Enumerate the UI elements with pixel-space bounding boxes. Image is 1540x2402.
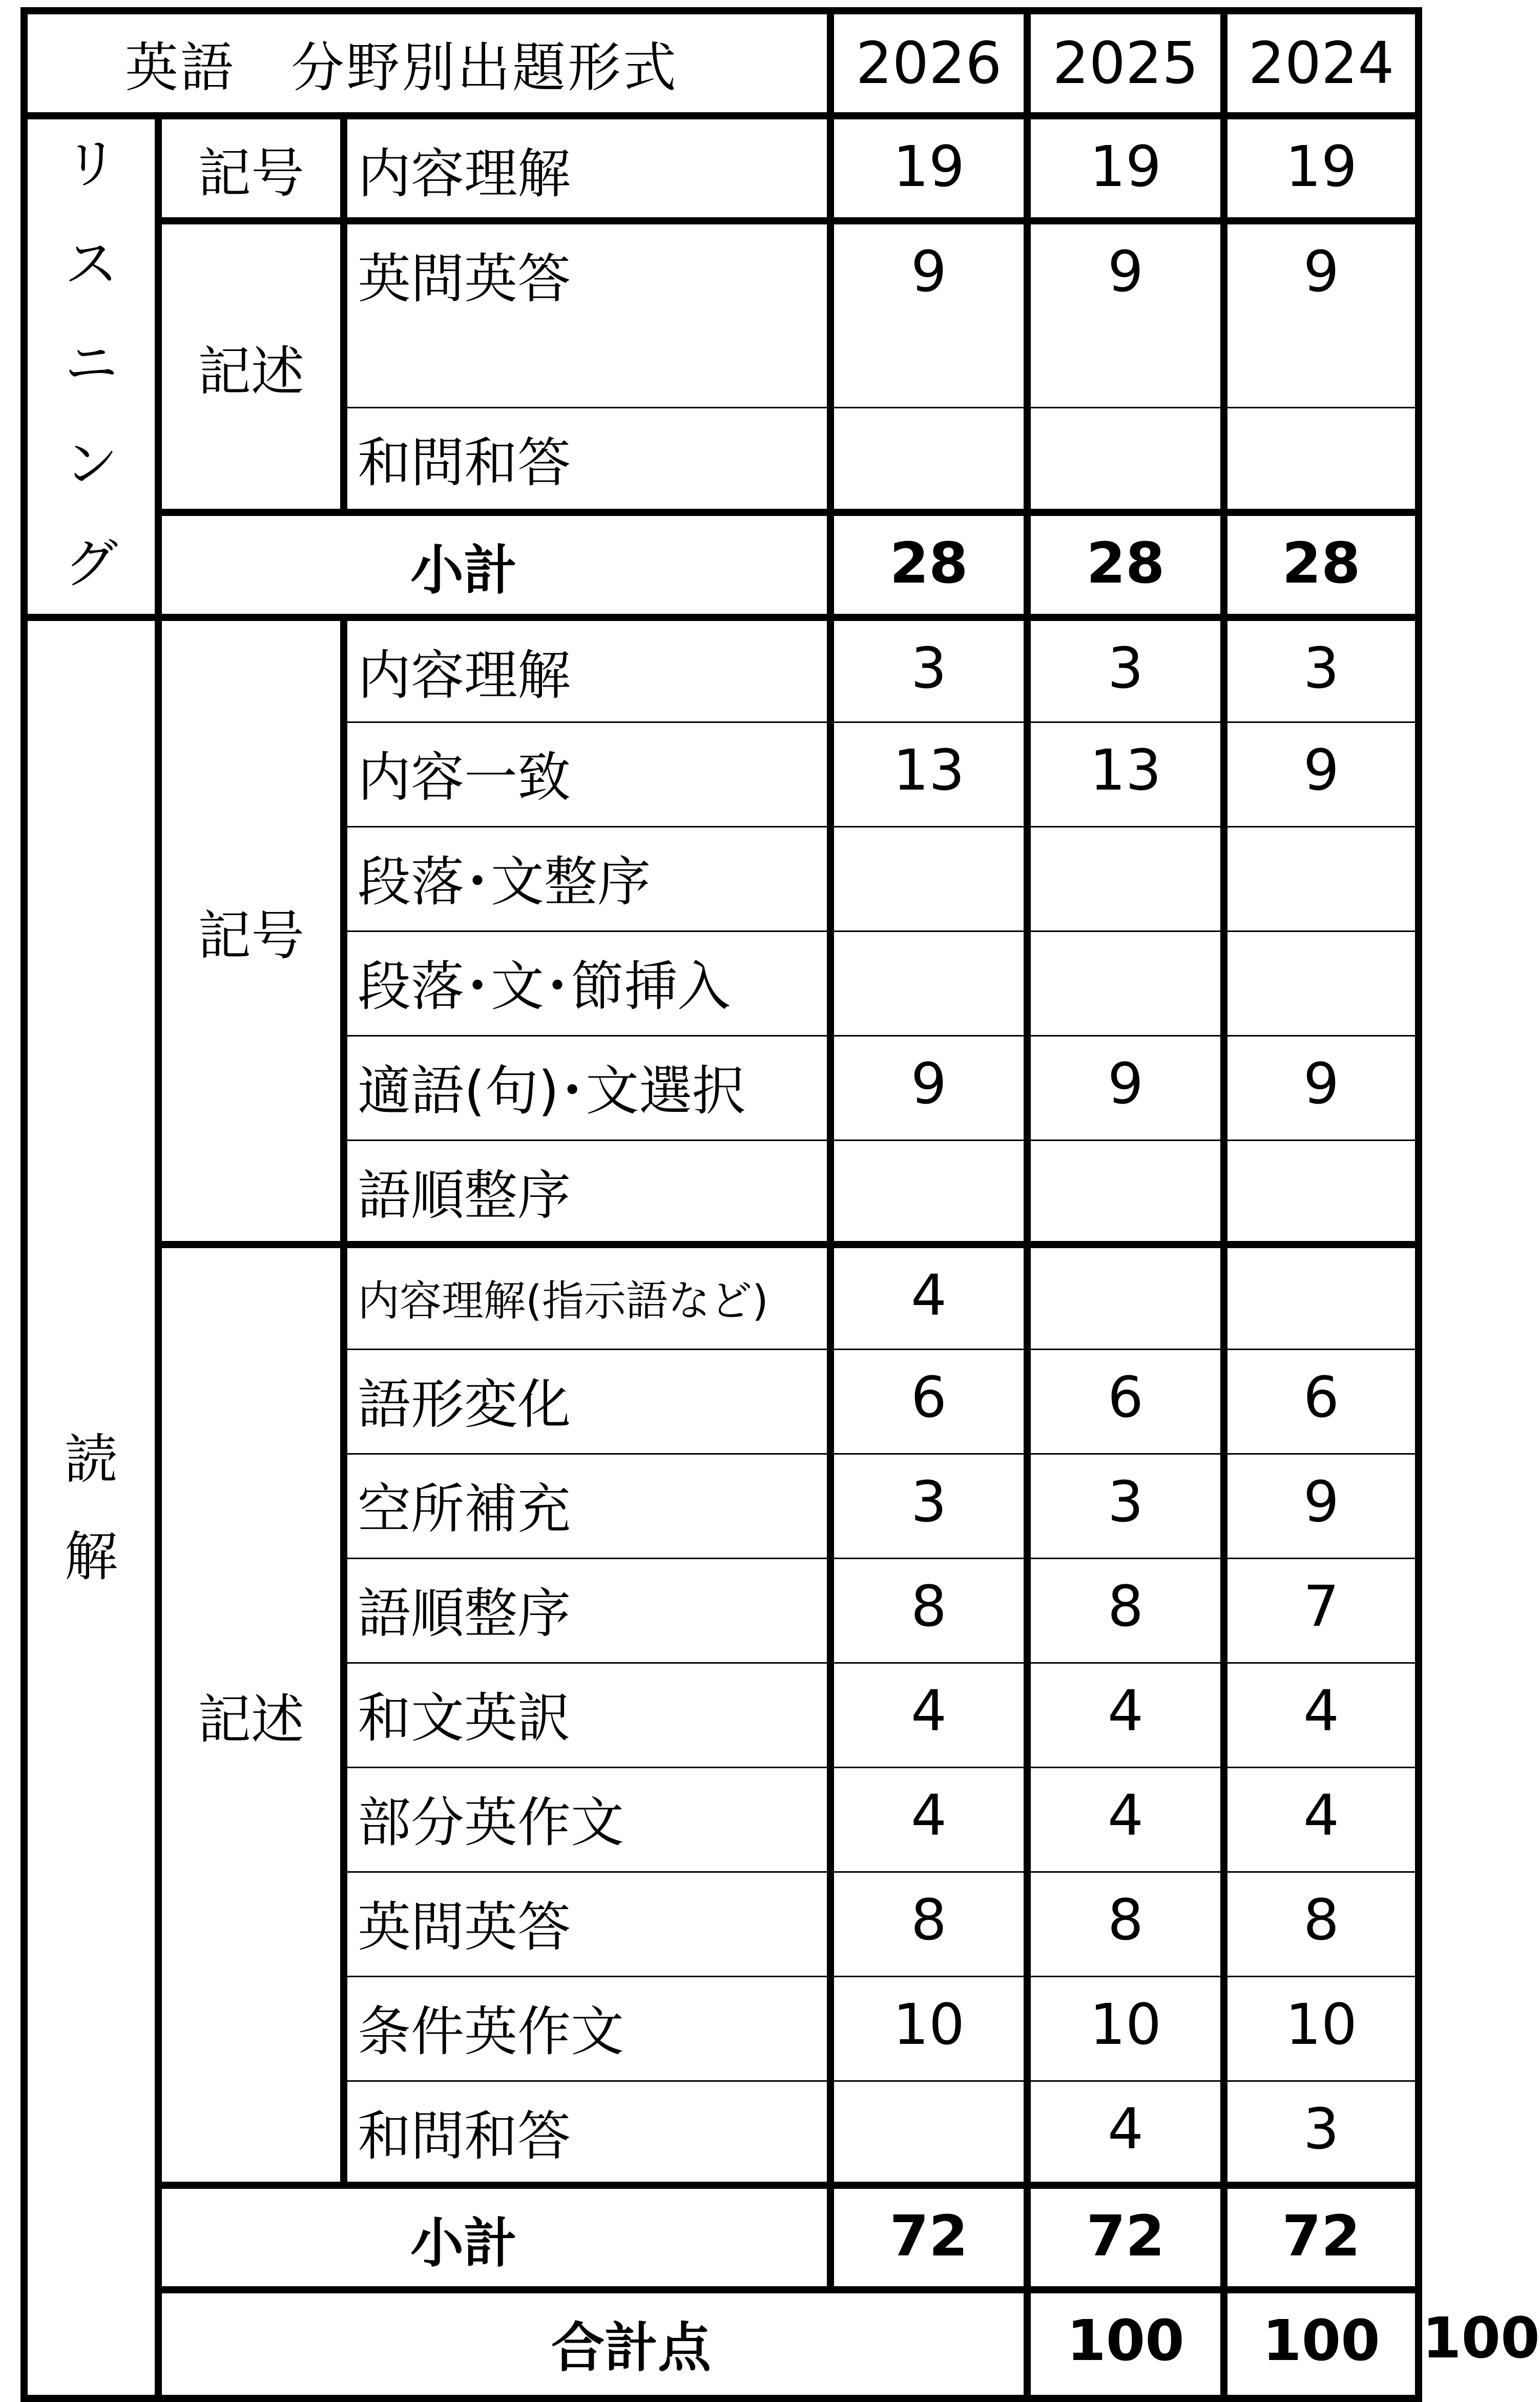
value-cell: 3 [1027,617,1224,722]
value-cell [830,931,1027,1036]
reading-kigo-label: 記号 [158,617,344,1245]
value-cell: 8 [830,1558,1027,1663]
table-row [24,221,1419,407]
row-label: 内容理解(指示語など) [344,1245,830,1349]
row-label: 和文英訳 [344,1663,830,1767]
subtotal-value: 28 [830,512,1027,617]
value-cell: 9 [1027,1036,1224,1140]
header-row [24,11,1419,116]
row-label: 和問和答 [344,407,830,512]
value-cell: 4 [1027,2081,1224,2185]
row-label: 部分英作文 [344,1767,830,1872]
total-value: 100 [1224,2290,1419,2398]
value-cell [1224,931,1419,1036]
year-2024: 2024 [1224,11,1419,116]
value-cell: 9 [1224,1036,1419,1140]
subtotal-value: 28 [1027,512,1224,617]
total-value: 100 [1027,2290,1224,2398]
value-cell [1027,407,1224,512]
row-label: 適語(句)･文選択 [344,1036,830,1140]
value-cell: 19 [1224,116,1419,221]
value-cell: 10 [1224,1976,1419,2081]
table-row [24,116,1419,221]
value-cell: 4 [1027,1663,1224,1767]
value-cell [830,826,1027,931]
reading-subtotal-label: 小計 [158,2185,830,2290]
value-cell: 8 [1027,1558,1224,1663]
value-cell [1224,407,1419,512]
value-cell: 8 [1027,1872,1224,1976]
row-label: 段落･文･節挿入 [344,931,830,1036]
value-cell: 3 [1027,1454,1224,1558]
value-cell [1027,826,1224,931]
value-cell: 3 [830,1454,1027,1558]
value-cell: 9 [1224,722,1419,826]
value-cell [1027,931,1224,1036]
value-cell [1027,1245,1224,1349]
row-label: 英問英答 [344,1872,830,1976]
value-cell: 9 [1027,221,1224,407]
section-listening-label: リ ス ニ ン グ [24,116,158,617]
subtotal-value: 72 [830,2185,1027,2290]
value-cell: 7 [1224,1558,1419,1663]
table-row [24,617,1419,722]
value-cell: 4 [1224,1767,1419,1872]
value-cell: 9 [830,221,1027,407]
value-cell: 3 [830,617,1027,722]
value-cell: 3 [1224,617,1419,722]
value-cell: 8 [1224,1872,1419,1976]
value-cell [1224,826,1419,931]
subtotal-row [24,2185,1419,2290]
value-cell: 9 [1224,221,1419,407]
total-row: 合計点 100 100 100 [24,2290,1419,2398]
value-cell [830,407,1027,512]
table-title: 英語 分野別出題形式 [24,11,830,116]
row-label: 内容理解 [344,116,830,221]
row-label: 語順整序 [344,1558,830,1663]
subtotal-value: 72 [1224,2185,1419,2290]
subtotal-row [24,512,1419,617]
value-cell: 19 [830,116,1027,221]
row-label: 空所補充 [344,1454,830,1558]
value-cell: 19 [1027,116,1224,221]
value-cell: 6 [830,1349,1027,1454]
value-cell: 4 [1224,1663,1419,1767]
value-cell: 13 [1027,722,1224,826]
year-2025: 2025 [1027,11,1224,116]
row-label: 語順整序 [344,1140,830,1245]
value-cell: 4 [830,1245,1027,1349]
row-label: 内容一致 [344,722,830,826]
subtotal-value: 28 [1224,512,1419,617]
value-cell: 4 [1027,1767,1224,1872]
reading-kijutsu-label: 記述 [158,1245,344,2185]
row-label: 和問和答 [344,2081,830,2185]
value-cell: 4 [830,1767,1027,1872]
row-label: 段落･文整序 [344,826,830,931]
exam-format-table [20,7,1540,2402]
row-label: 英問英答 [344,221,830,407]
value-cell: 9 [1224,1454,1419,1558]
value-cell: 13 [830,722,1027,826]
section-reading-label: 読 解 [24,617,158,2398]
listening-kijutsu-label: 記述 [158,221,344,512]
table-row [24,1245,1419,1349]
subtotal-value: 72 [1027,2185,1224,2290]
total-label: 合計点 [158,2290,1027,2398]
value-cell: 10 [1027,1976,1224,2081]
value-cell: 6 [1027,1349,1224,1454]
value-cell: 3 [1224,2081,1419,2185]
value-cell [830,1140,1027,1245]
value-cell [1027,1140,1224,1245]
value-cell [1224,1140,1419,1245]
value-cell: 6 [1224,1349,1419,1454]
year-2026: 2026 [830,11,1027,116]
value-cell: 9 [830,1036,1027,1140]
listening-subtotal-label: 小計 [158,512,830,617]
value-cell: 4 [830,1663,1027,1767]
row-label: 語形変化 [344,1349,830,1454]
row-label: 内容理解 [344,617,830,722]
value-cell [1224,1245,1419,1349]
value-cell: 8 [830,1872,1027,1976]
row-label: 条件英作文 [344,1976,830,2081]
value-cell [830,2081,1027,2185]
listening-kigo-label: 記号 [158,116,344,221]
value-cell: 10 [830,1976,1027,2081]
